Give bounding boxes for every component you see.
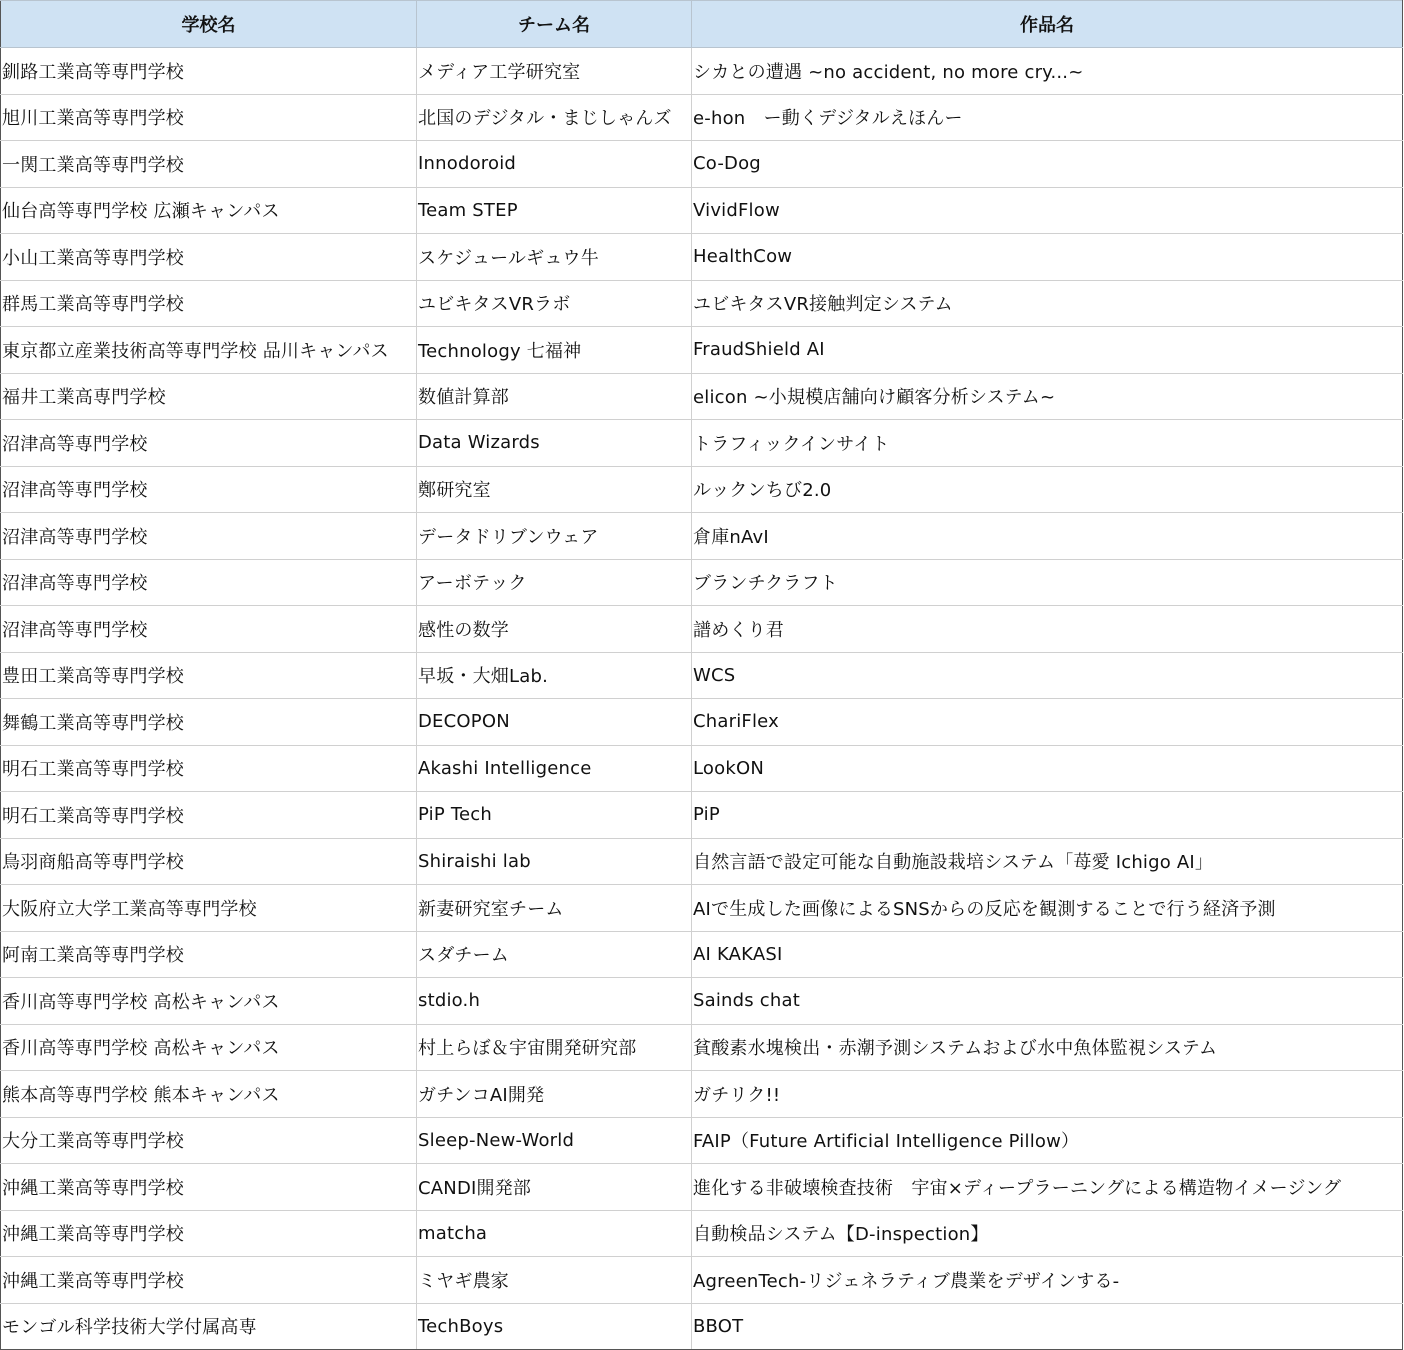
table-row [1, 280, 1403, 327]
work-cell: ブランチクラフト [692, 559, 1403, 606]
table-row [1, 1303, 1403, 1350]
team-cell: TechBoys [417, 1303, 692, 1350]
work-cell: LookON [692, 745, 1403, 792]
table-row [1, 466, 1403, 513]
school-cell: 明石工業高等専門学校 [1, 745, 417, 792]
school-cell: 沼津高等専門学校 [1, 466, 417, 513]
team-cell: 北国のデジタル・まじしゃんズ [417, 94, 692, 141]
table-row [1, 48, 1403, 95]
school-cell: 熊本高等専門学校 熊本キャンパス [1, 1071, 417, 1118]
school-cell: 沼津高等専門学校 [1, 513, 417, 560]
table-row [1, 94, 1403, 141]
team-cell: メディア工学研究室 [417, 48, 692, 95]
school-cell: 沼津高等専門学校 [1, 559, 417, 606]
team-cell: stdio.h [417, 978, 692, 1025]
team-cell: 早坂・大畑Lab. [417, 652, 692, 699]
team-cell: Sleep-New-World [417, 1117, 692, 1164]
school-cell: 舞鶴工業高等専門学校 [1, 699, 417, 746]
team-cell: Akashi Intelligence [417, 745, 692, 792]
work-cell: AI KAKASI [692, 931, 1403, 978]
table-row [1, 699, 1403, 746]
school-cell: 香川高等専門学校 高松キャンパス [1, 1024, 417, 1071]
school-cell: 沖縄工業高等専門学校 [1, 1257, 417, 1304]
table-row [1, 373, 1403, 420]
work-cell: ユビキタスVR接触判定システム [692, 280, 1403, 327]
work-cell: 譜めくり君 [692, 606, 1403, 653]
table-row [1, 885, 1403, 932]
team-cell: DECOPON [417, 699, 692, 746]
team-cell: スケジュールギュウ牛 [417, 234, 692, 281]
team-cell: Team STEP [417, 187, 692, 234]
team-cell: Shiraishi lab [417, 838, 692, 885]
table-row [1, 652, 1403, 699]
school-cell: 東京都立産業技術高等専門学校 品川キャンパス [1, 327, 417, 374]
school-cell: 小山工業高等専門学校 [1, 234, 417, 281]
work-cell: 進化する非破壊検査技術 宇宙×ディープラーニングによる構造物イメージング [692, 1164, 1403, 1211]
table-row [1, 792, 1403, 839]
column-header-work: 作品名 [692, 1, 1403, 48]
school-cell: 群馬工業高等専門学校 [1, 280, 417, 327]
school-cell: 旭川工業高等専門学校 [1, 94, 417, 141]
work-cell: FAIP（Future Artificial Intelligence Pillow） [692, 1117, 1403, 1164]
work-cell: 自然言語で設定可能な自動施設栽培システム「苺愛 Ichigo AI」 [692, 838, 1403, 885]
team-cell: matcha [417, 1210, 692, 1257]
table-row [1, 187, 1403, 234]
table-row [1, 420, 1403, 467]
table-body [1, 48, 1403, 1350]
team-cell: ガチンコAI開発 [417, 1071, 692, 1118]
table-row [1, 1210, 1403, 1257]
school-cell: 一関工業高等専門学校 [1, 141, 417, 188]
team-cell: CANDI開発部 [417, 1164, 692, 1211]
school-cell: 福井工業高専門学校 [1, 373, 417, 420]
team-cell: 村上らぼ＆宇宙開発研究部 [417, 1024, 692, 1071]
work-cell: ルックンちび2.0 [692, 466, 1403, 513]
team-cell: ミヤギ農家 [417, 1257, 692, 1304]
table-row [1, 513, 1403, 560]
school-cell: 沼津高等専門学校 [1, 420, 417, 467]
work-cell: 貧酸素水塊検出・赤潮予測システムおよび水中魚体監視システム [692, 1024, 1403, 1071]
team-cell: Technology 七福神 [417, 327, 692, 374]
table-row [1, 1164, 1403, 1211]
school-cell: 阿南工業高等専門学校 [1, 931, 417, 978]
table-row [1, 234, 1403, 281]
work-cell: FraudShield AI [692, 327, 1403, 374]
team-cell: 感性の数学 [417, 606, 692, 653]
work-cell: Sainds chat [692, 978, 1403, 1025]
column-header-school: 学校名 [1, 1, 417, 48]
team-cell: 数値計算部 [417, 373, 692, 420]
table-row [1, 1257, 1403, 1304]
team-cell: 新妻研究室チーム [417, 885, 692, 932]
table-header [1, 1, 1403, 48]
work-cell: HealthCow [692, 234, 1403, 281]
table-row [1, 327, 1403, 374]
school-cell: 豊田工業高等専門学校 [1, 652, 417, 699]
work-cell: 倉庫nAvI [692, 513, 1403, 560]
work-cell: AIで生成した画像によるSNSからの反応を観測することで行う経済予測 [692, 885, 1403, 932]
work-cell: ChariFlex [692, 699, 1403, 746]
table-row [1, 606, 1403, 653]
school-cell: 香川高等専門学校 高松キャンパス [1, 978, 417, 1025]
table-row [1, 1024, 1403, 1071]
school-cell: 沼津高等専門学校 [1, 606, 417, 653]
team-cell: PiP Tech [417, 792, 692, 839]
table-row [1, 559, 1403, 606]
work-cell: AgreenTech-リジェネラティブ農業をデザインする- [692, 1257, 1403, 1304]
school-cell: 沖縄工業高等専門学校 [1, 1164, 417, 1211]
school-cell: 大阪府立大学工業高等専門学校 [1, 885, 417, 932]
work-cell: BBOT [692, 1303, 1403, 1350]
table-row [1, 838, 1403, 885]
school-cell: 仙台高等専門学校 広瀬キャンパス [1, 187, 417, 234]
work-cell: e-hon ー動くデジタルえほんー [692, 94, 1403, 141]
team-cell: スダチーム [417, 931, 692, 978]
work-cell: シカとの遭遇 ~no accident, no more cry...~ [692, 48, 1403, 95]
work-cell: elicon ~小規模店舗向け顧客分析システム~ [692, 373, 1403, 420]
header-row [1, 1, 1403, 48]
work-cell: VividFlow [692, 187, 1403, 234]
team-cell: アーボテック [417, 559, 692, 606]
column-header-team: チーム名 [417, 1, 692, 48]
work-cell: Co-Dog [692, 141, 1403, 188]
team-cell: ユビキタスVRラボ [417, 280, 692, 327]
team-cell: データドリブンウェア [417, 513, 692, 560]
school-cell: 明石工業高等専門学校 [1, 792, 417, 839]
table-row [1, 141, 1403, 188]
school-cell: モンゴル科学技術大学付属高専 [1, 1303, 417, 1350]
team-cell: 鄭研究室 [417, 466, 692, 513]
work-cell: 自動検品システム【D-inspection】 [692, 1210, 1403, 1257]
school-cell: 鳥羽商船高等専門学校 [1, 838, 417, 885]
team-cell: Data Wizards [417, 420, 692, 467]
table-row [1, 978, 1403, 1025]
school-cell: 沖縄工業高等専門学校 [1, 1210, 417, 1257]
table-row [1, 1071, 1403, 1118]
team-cell: Innodoroid [417, 141, 692, 188]
school-cell: 大分工業高等専門学校 [1, 1117, 417, 1164]
work-cell: WCS [692, 652, 1403, 699]
table-row [1, 931, 1403, 978]
work-cell: PiP [692, 792, 1403, 839]
table-row [1, 1117, 1403, 1164]
work-cell: トラフィックインサイト [692, 420, 1403, 467]
school-cell: 釧路工業高等専門学校 [1, 48, 417, 95]
work-cell: ガチリク!! [692, 1071, 1403, 1118]
table-row [1, 745, 1403, 792]
